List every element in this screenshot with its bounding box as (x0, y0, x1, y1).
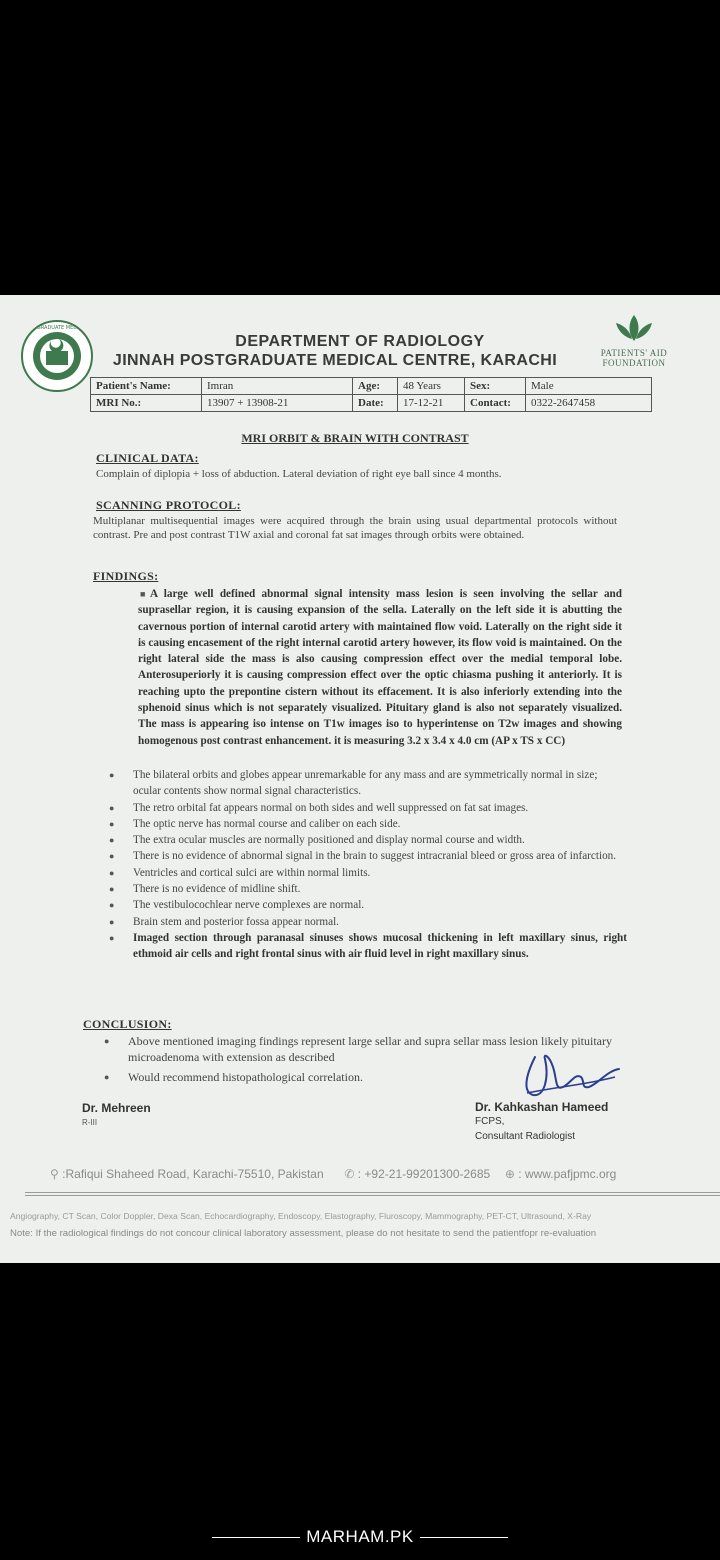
svg-text:GRADUATE MED: GRADUATE MED (36, 325, 78, 331)
footer-contact-line (50, 1167, 690, 1181)
clinical-text: Complain of diplopia + loss of abduction. Lateral deviation of right eye ball since 4 months. (96, 468, 502, 480)
footer-services: Angiography, CT Scan, Color Doppler, Dexa Scan, Echocardiography, Endoscopy, Elastography, Fluroscopy, Mammography, PET-CT, Ultrasound, X-Ray (10, 1211, 592, 1221)
sex-value: Male (526, 378, 652, 395)
footer-divider (25, 1192, 720, 1193)
bullet-icon: ● (109, 900, 115, 911)
findings-list-continued (109, 767, 627, 963)
bullet-icon: ● (109, 867, 115, 878)
finding-text: The optic nerve has normal course and caliber on each side. (133, 817, 401, 830)
department-title: DEPARTMENT OF RADIOLOGY (235, 333, 485, 350)
findings-list (138, 586, 622, 749)
patient-name-value: Imran (202, 378, 353, 395)
date-label: Date: (353, 395, 398, 412)
contact-label: Contact: (465, 395, 526, 412)
finding-text: Ventricles and cortical sulci are within normal limits. (133, 866, 371, 879)
footer-note: Note: If the radiological findings do not concour clinical laboratory assessment, please do not hesitate to send the patientfopr re-evaluation (10, 1228, 597, 1239)
consultant-qualification: FCPS, (475, 1116, 505, 1127)
brand-text: MARHAM.PK (306, 1527, 414, 1546)
conclusion-heading: CONCLUSION: (83, 1017, 172, 1031)
divider (420, 1537, 508, 1538)
list-item (109, 800, 627, 816)
jpmc-seal-logo (20, 319, 94, 393)
list-item (109, 767, 627, 800)
finding-text: A large well defined abnormal signal intensity mass lesion is seen involving the sellar and suprasellar region, it is causing expansion of the sella. Laterally on the left side it is abutting the cavernous portion of internal carotid artery with maintained flow void. Laterally on the right side it is causing encasement of the right internal carotid artery however, its flow void is maintained. On the right lateral side the mass is also causing compression effect over the medial temporal lobe. Anterosuperiorly it is causing compression effect over the optic chiasma pushing it anteriorly. It is reaching upto the prepontine cistern without its effacement. It is also inferiorly extending into the sphenoid sinus which is not separately visualized. Pituitary gland is also not separately visualized. The mass is appearing iso intense on T1w images iso to hyperintense on T2w images and showing homogenous post contrast enhancement. it is measuring 3.2 x 3.4 x 4.0 cm (AP x TS x CC) (138, 588, 622, 747)
patient-name-label: Patient's Name: (91, 378, 202, 395)
clinical-heading: CLINICAL DATA: (96, 451, 199, 465)
list-item (109, 881, 627, 897)
bullet-icon: ● (109, 884, 115, 895)
footer-phone: : +92-21-99201300-2685 (357, 1167, 491, 1181)
footer-address: :Rafiqui Shaheed Road, Karachi-75510, Pakistan (62, 1167, 324, 1181)
institution-title: JINNAH POSTGRADUATE MEDICAL CENTRE, KARACHI (112, 352, 558, 369)
table-row (91, 378, 652, 395)
location-pin-icon: ⚲ (50, 1167, 59, 1181)
list-item (109, 865, 627, 881)
finding-text: There is no evidence of abnormal signal in the brain to suggest intracranial bleed or gross area of infarction. (133, 850, 617, 863)
bullet-icon: ● (109, 818, 115, 829)
study-title: MRI ORBIT & BRAIN WITH CONTRAST (241, 431, 469, 445)
bullet-icon: ■ (140, 589, 146, 599)
leaf-icon (614, 313, 654, 343)
bullet-icon: ● (109, 802, 115, 813)
findings-heading: FINDINGS: (93, 569, 159, 583)
bullet-icon: ● (109, 932, 115, 943)
list-item (109, 897, 627, 913)
divider (212, 1537, 300, 1538)
date-value: 17-12-21 (398, 395, 465, 412)
bullet-icon: ● (109, 770, 115, 780)
patient-info-table (90, 377, 652, 412)
footer-divider (25, 1195, 720, 1196)
contact-value: 0322-2647458 (526, 395, 652, 412)
finding-text: There is no evidence of midline shift. (133, 883, 301, 896)
finding-text: The retro orbital fat appears normal on both sides and well suppressed on fat sat images. (133, 801, 529, 814)
protocol-text: Multiplanar multisequential images were acquired through the brain using usual departmental protocols without contrast. Pre and post contrast T1W axial and coronal fat sat images through orbits were obtained. (93, 515, 617, 541)
consultant-name: Dr. Kahkashan Hameed (475, 1100, 609, 1114)
consultant-role: Consultant Radiologist (475, 1131, 576, 1142)
finding-text: The extra ocular muscles are normally positioned and display normal course and width. (133, 834, 525, 847)
phone-icon: ✆ (344, 1167, 355, 1181)
finding-text: Brain stem and posterior fossa appear normal. (133, 915, 339, 928)
list-item (109, 914, 627, 930)
bullet-icon: ● (109, 851, 115, 862)
bullet-icon: ● (109, 916, 115, 927)
list-item (109, 848, 627, 864)
mri-value: 13907 + 13908-21 (202, 395, 353, 412)
protocol-heading: SCANNING PROTOCOL: (96, 498, 241, 512)
finding-text: The vestibulocochlear nerve complexes are normal. (133, 899, 365, 912)
sex-label: Sex: (465, 378, 526, 395)
list-item (109, 930, 627, 963)
paf-logo-text: PATIENTS' AID FOUNDATION (600, 348, 668, 368)
footer-website: : www.pafjpmc.org (518, 1167, 617, 1181)
globe-icon: ⊕ (504, 1167, 515, 1181)
report-document (0, 295, 720, 1263)
list-item (138, 586, 622, 749)
finding-text: The bilateral orbits and globes appear unremarkable for any mass and are symmetrically normal in size; ocular contents show normal signal characteristics. (133, 769, 598, 798)
list-item (109, 832, 627, 848)
age-label: Age: (353, 378, 398, 395)
finding-text: Imaged section through paranasal sinuses shows mucosal thickening in left maxillary sinus, right ethmoid air cells and right frontal sinus with air fluid level in right maxillary sinus. (133, 931, 627, 961)
list-item (109, 816, 627, 832)
marham-watermark (0, 1527, 720, 1547)
mri-label: MRI No.: (91, 395, 202, 412)
bullet-icon: ● (104, 1036, 110, 1046)
conclusion-text: Above mentioned imaging findings represent large sellar and supra sellar mass lesion likely pituitary microadenoma with extension as described (128, 1034, 612, 1064)
bullet-icon: ● (109, 835, 115, 846)
table-row (91, 395, 652, 412)
signature-image (515, 1047, 625, 1107)
resident-name: Dr. Mehreen (82, 1101, 151, 1115)
conclusion-text: Would recommend histopathological correlation. (128, 1070, 363, 1084)
resident-role: R-III (82, 1118, 98, 1127)
bullet-icon: ● (104, 1072, 110, 1082)
age-value: 48 Years (398, 378, 465, 395)
